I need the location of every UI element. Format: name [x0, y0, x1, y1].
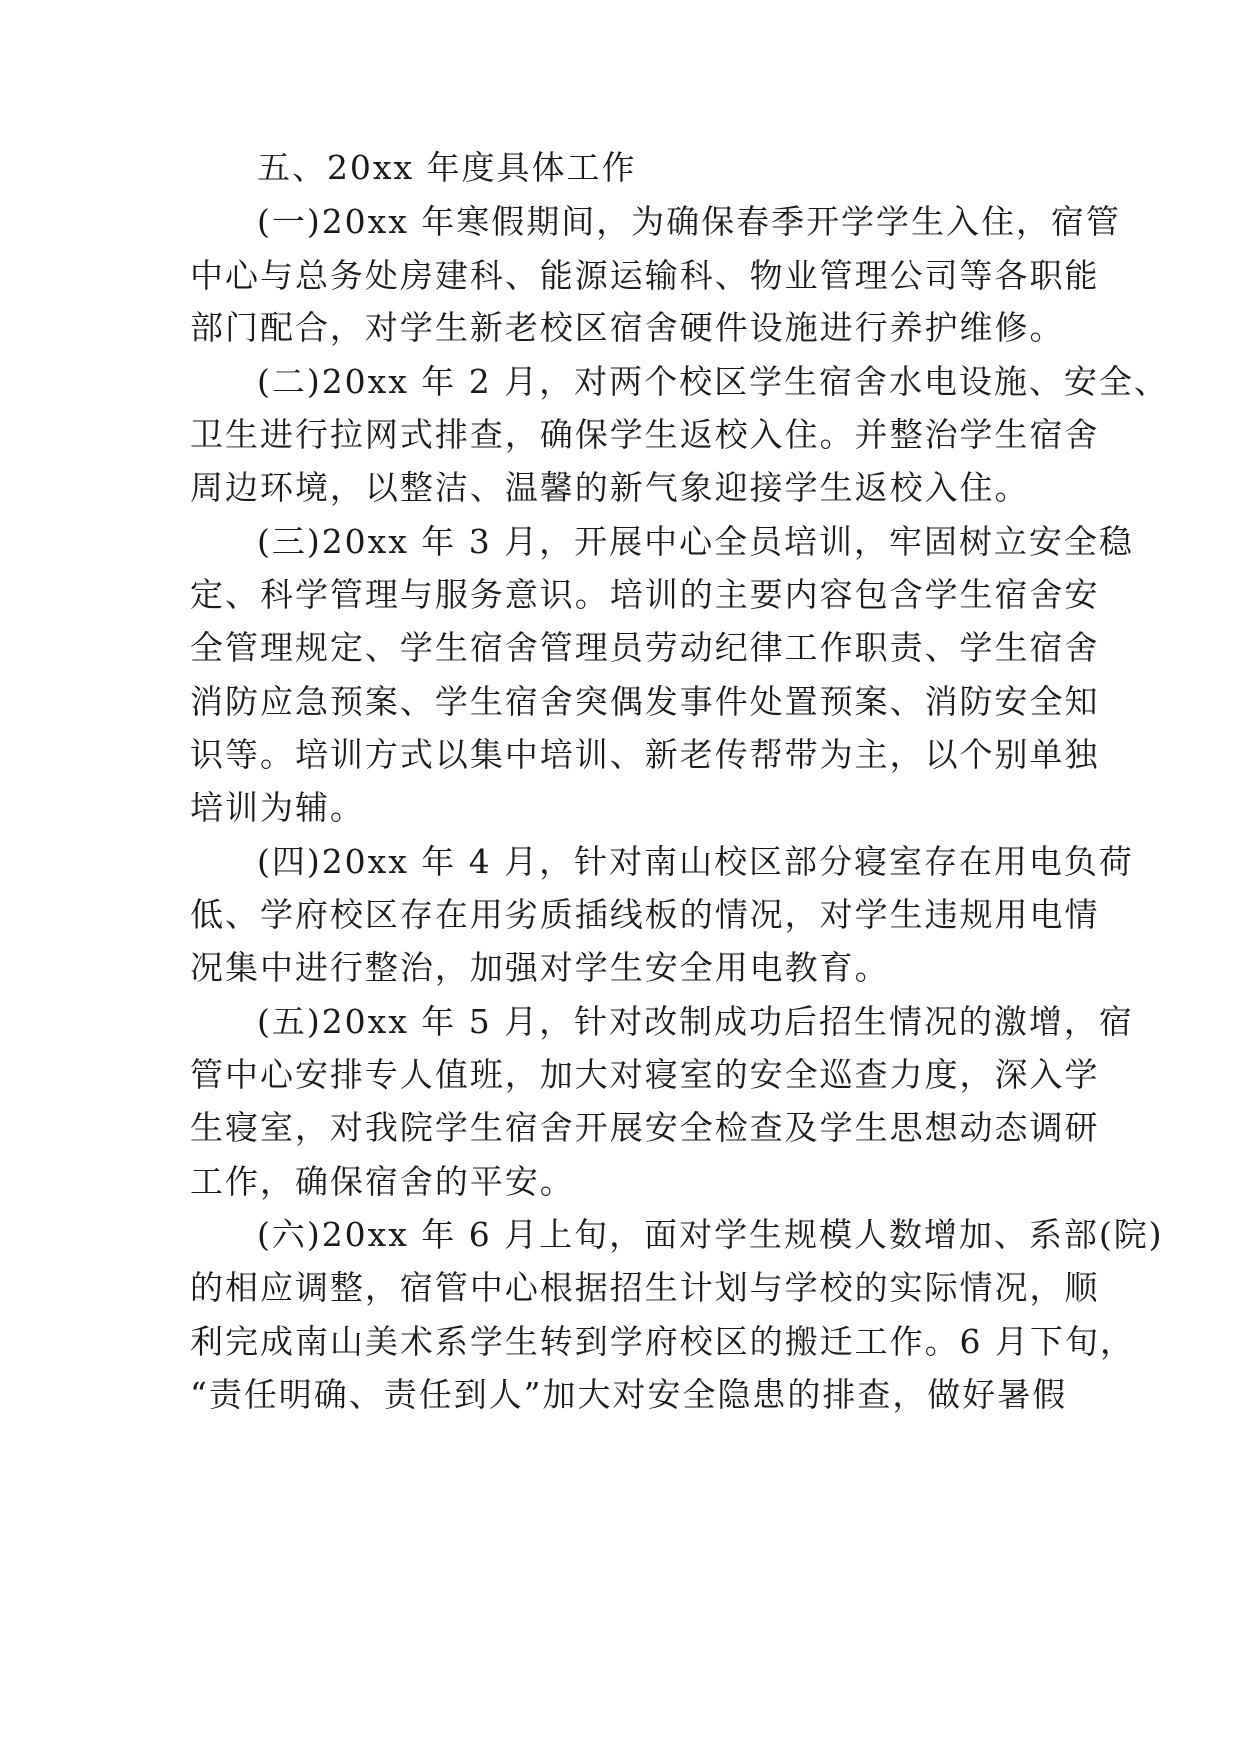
paragraph-3-line-5: 识等。培训方式以集中培训、新老传帮带为主，以个别单独	[190, 735, 1100, 774]
paragraph-6-line-4: “责任明确、责任到人”加大对安全隐患的排查，做好暑假	[190, 1375, 1068, 1414]
paragraph-5-line-2: 管中心安排专人值班，加大对寝室的安全巡查力度，深入学	[190, 1055, 1100, 1094]
paragraph-1-line-1: (一)20xx 年寒假期间，为确保春季开学学生入住，宿管	[257, 202, 1121, 241]
paragraph-1-line-3: 部门配合，对学生新老校区宿舍硬件设施进行养护维修。	[190, 308, 1065, 347]
paragraph-4-line-2: 低、学府校区存在用劣质插线板的情况，对学生违规用电情	[190, 895, 1100, 934]
paragraph-1-line-2: 中心与总务处房建科、能源运输科、物业管理公司等各职能	[190, 256, 1100, 295]
paragraph-5-line-3: 生寝室，对我院学生宿舍开展安全检查及学生思想动态调研	[190, 1108, 1100, 1147]
paragraph-6-line-1: (六)20xx 年 6 月上旬，面对学生规模人数增加、系部(院)	[257, 1215, 1164, 1254]
paragraph-3-line-1: (三)20xx 年 3 月，开展中心全员培训，牢固树立安全稳	[257, 522, 1134, 561]
paragraph-3-line-4: 消防应急预案、学生宿舍突偶发事件处置预案、消防安全知	[190, 682, 1100, 721]
paragraph-2-line-1: (二)20xx 年 2 月，对两个校区学生宿舍水电设施、安全、	[257, 362, 1169, 401]
paragraph-6-line-3: 利完成南山美术系学生转到学府校区的搬迁工作。6 月下旬，	[190, 1322, 1135, 1361]
paragraph-4-line-1: (四)20xx 年 4 月，针对南山校区部分寝室存在用电负荷	[257, 842, 1134, 881]
paragraph-2-line-2: 卫生进行拉网式排查，确保学生返校入住。并整治学生宿舍	[190, 415, 1100, 454]
paragraph-3-line-6: 培训为辅。	[190, 788, 365, 827]
paragraph-4-line-3: 况集中进行整治，加强对学生安全用电教育。	[190, 948, 890, 987]
paragraph-3-line-2: 定、科学管理与服务意识。培训的主要内容包含学生宿舍安	[190, 575, 1100, 614]
section-heading: 五、20xx 年度具体工作	[257, 148, 637, 187]
paragraph-5-line-1: (五)20xx 年 5 月，针对改制成功后招生情况的激增，宿	[257, 1002, 1134, 1041]
paragraph-6-line-2: 的相应调整，宿管中心根据招生计划与学校的实际情况，顺	[190, 1268, 1100, 1307]
paragraph-2-line-3: 周边环境，以整洁、温馨的新气象迎接学生返校入住。	[190, 468, 1030, 507]
paragraph-3-line-3: 全管理规定、学生宿舍管理员劳动纪律工作职责、学生宿舍	[190, 628, 1100, 667]
paragraph-5-line-4: 工作，确保宿舍的平安。	[190, 1162, 575, 1201]
